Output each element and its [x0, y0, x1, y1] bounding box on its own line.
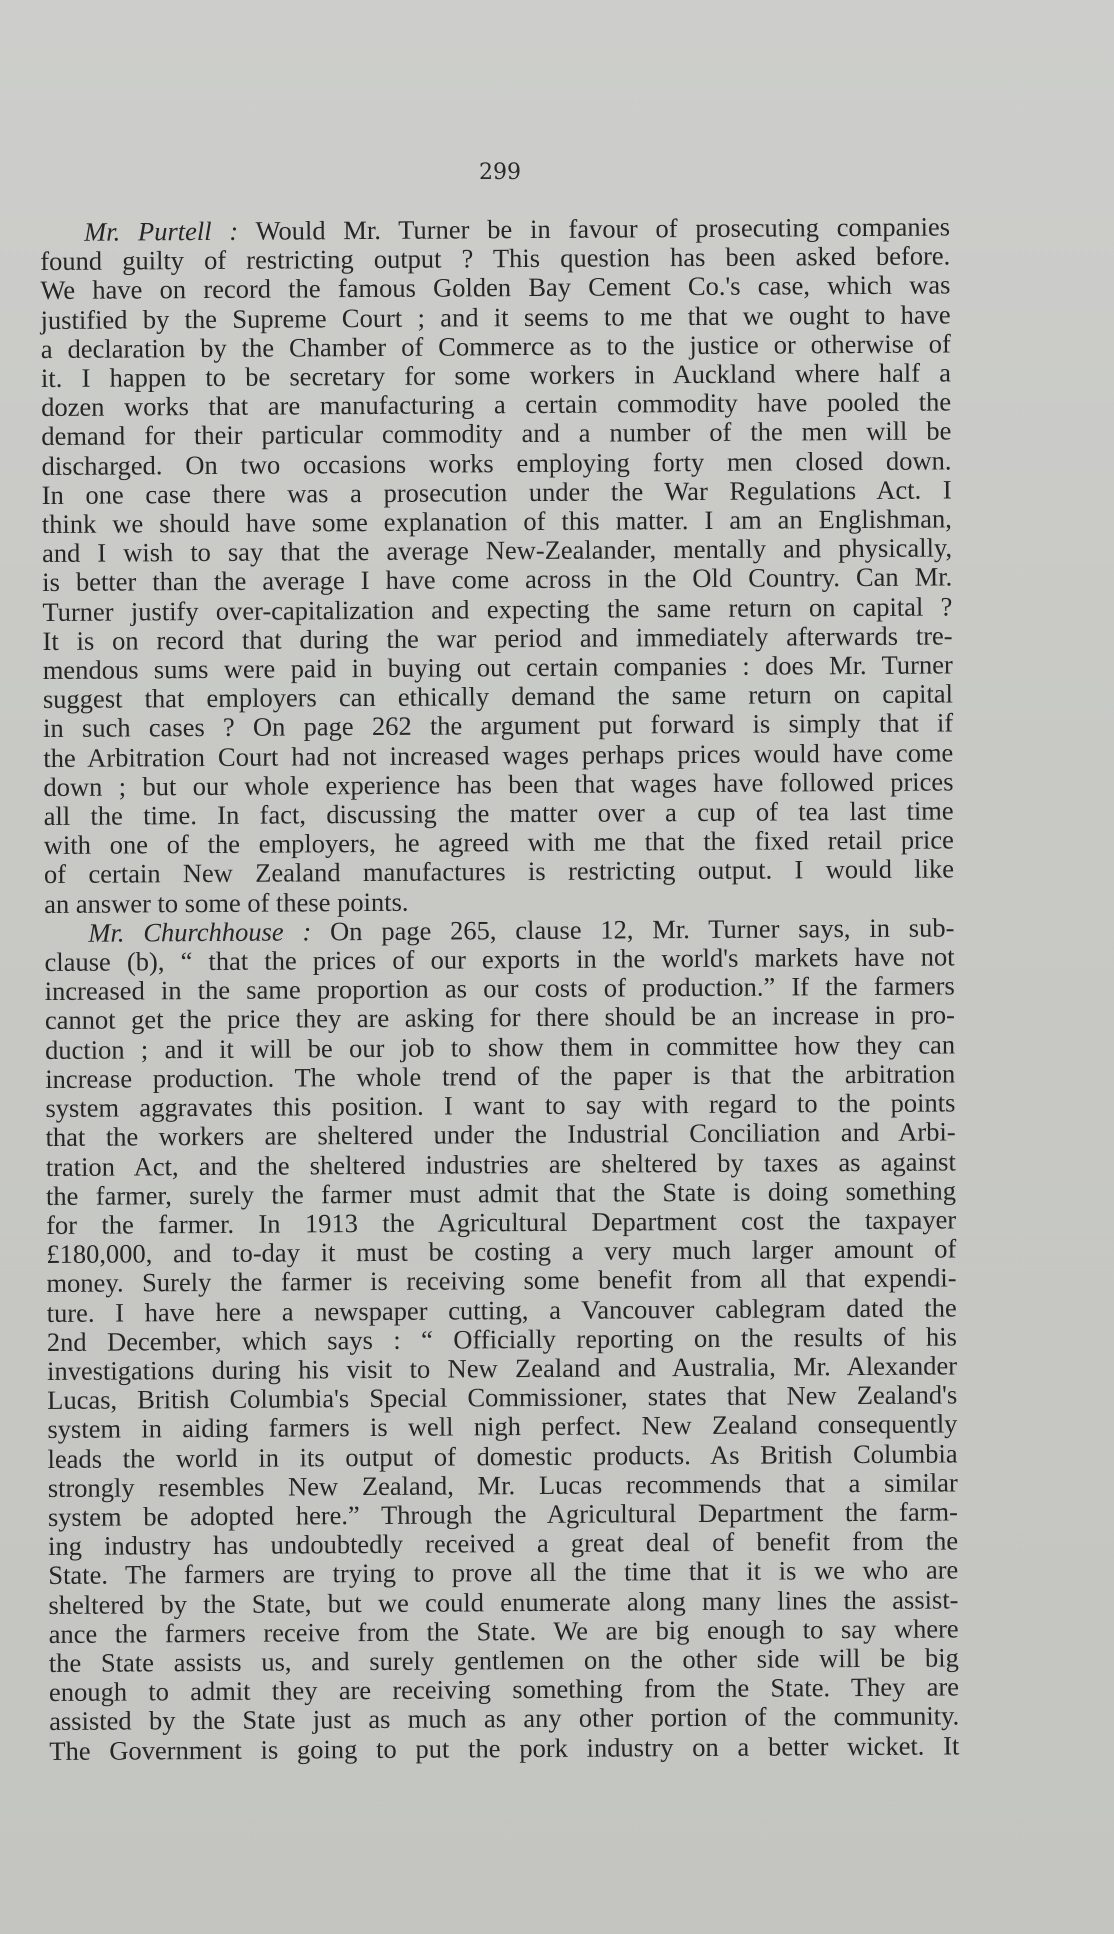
page-number: 299 — [479, 160, 521, 185]
text-line: with one of the employers, he agreed with me that the fixed retail price — [43, 824, 954, 861]
text-line: It is on record that during the war period and immediately afterwards tre- — [42, 620, 953, 656]
text-line: sheltered by the State, but we could enumerate along many lines the assist- — [48, 1583, 959, 1620]
text-line: for the farmer. In 1913 the Agricultural Department cost the taxpayer — [46, 1204, 957, 1240]
text-line: assisted by the State just as much as any other portion of the community. — [49, 1700, 960, 1737]
text-line: the Arbitration Court had not increased wages perhaps prices would have come — [43, 737, 954, 773]
text-line: Lucas, British Columbia's Special Commissioner, states that New Zealand's — [47, 1379, 958, 1416]
text-line: is better than the average I have come across in the Old Country. Can Mr. — [42, 561, 953, 598]
text-line: justified by the Supreme Court ; and it seems to me that we ought to have — [40, 299, 951, 335]
text-line: In one case there was a prosecution under the War Regulations Act. I — [41, 474, 952, 510]
text-line: ing industry has undoubtedly received a great deal of benefit from the — [48, 1525, 959, 1562]
text-line: State. The farmers are trying to prove all the time that it is we who are — [48, 1554, 959, 1591]
text-line: that the workers are sheltered under the Industrial Conciliation and Arbi- — [45, 1116, 956, 1153]
text-line: think we should have some explanation of this matter. I am an Englishman, — [41, 503, 952, 540]
text-line: system in aiding farmers is well nigh perfect. New Zealand consequently — [47, 1408, 958, 1445]
speaker-name: Mr. Churchhouse : — [88, 916, 312, 948]
text-line: and I wish to say that the average New-Zealander, mentally and physically, — [41, 532, 953, 569]
text-line: enough to admit they are receiving something from the State. They are — [48, 1671, 960, 1708]
text-line: tration Act, and the sheltered industries are sheltered by taxes as against — [45, 1145, 956, 1182]
line-text: Would Mr. Turner be in favour of prosecuting companies — [238, 211, 951, 246]
text-line: discharged. On two occasions works employing forty men closed down. — [41, 445, 952, 481]
text-line: an answer to some of these points. — [44, 886, 409, 919]
speaker-name: Mr. Purtell : — [83, 215, 239, 247]
text-line: system aggravates this position. I want to say with regard to the points — [45, 1087, 956, 1124]
text-line: cannot get the price they are asking for there should be an increase in pro- — [44, 999, 955, 1036]
text-line: a declaration by the Chamber of Commerce as to the justice or otherwise of — [40, 328, 951, 364]
text-line: ture. I have here a newspaper cutting, a Vancouver cablegram dated the — [46, 1291, 957, 1328]
text-line: demand for their particular commodity and a number of the men will be — [41, 415, 952, 452]
text-line: of certain New Zealand manufactures is restricting output. I would like — [43, 853, 955, 890]
text-line: strongly resembles New Zealand, Mr. Lucas recommends that a similar — [47, 1467, 958, 1503]
text-line: We have on record the famous Golden Bay Cement Co.'s case, which was — [40, 269, 951, 306]
line-text: On page 265, clause 12, Mr. Turner says, in sub- — [311, 912, 955, 947]
text-line: increased in the same proportion as our costs of production.” If the farmers — [44, 970, 955, 1007]
text-line: Turner justify over-capitalization and expecting the same return on capital ? — [42, 591, 953, 627]
text-line: system be adopted here.” Through the Agricultural Department the farm- — [47, 1496, 959, 1532]
text-line: 2nd December, which says : “ Officially reporting on the results of his — [46, 1321, 957, 1357]
text-line: down ; but our whole experience has been that wages have followed prices — [43, 766, 954, 802]
text-line: the State assists us, and surely gentlemen on the other side will be big — [48, 1642, 959, 1678]
text-line: the farmer, surely the farmer must admit that the State is doing something — [45, 1175, 957, 1211]
text-line: ance the farmers receive from the State. We are big enough to say where — [48, 1613, 959, 1649]
text-line: it. I happen to be secretary for some workers in Auckland where half a — [40, 357, 952, 394]
text-line: leads the world in its output of domestic products. As British Columbia — [47, 1437, 958, 1474]
text-line: £180,000, and to-day it must be costing a very much larger amount of — [46, 1233, 957, 1270]
text-line: money. Surely the farmer is receiving some benefit from all that expendi- — [46, 1262, 957, 1299]
text-line: found guilty of restricting output ? This question has been asked before. — [40, 240, 951, 277]
text-line: investigations during his visit to New Zealand and Australia, Mr. Alexander — [46, 1350, 958, 1386]
text-line: suggest that employers can ethically demand the same return on capital — [42, 678, 954, 715]
text-line: mendous sums were paid in buying out certain companies : does Mr. Turner — [42, 649, 953, 686]
text-line: all the time. In fact, discussing the matter over a cup of tea last time — [43, 795, 954, 832]
text-line: in such cases ? On page 262 the argument put forward is simply that if — [43, 707, 954, 744]
text-line: clause (b), “ that the prices of our exports in the world's markets have not — [44, 941, 955, 978]
text-line: The Government is going to put the pork industry on a better wicket. It — [49, 1729, 960, 1766]
text-line: dozen works that are manufacturing a certain commodity have pooled the — [41, 386, 952, 423]
text-line: duction ; and it will be our job to show them in committee how they can — [44, 1029, 956, 1065]
body-text — [40, 212, 959, 1765]
text-line: increase production. The whole trend of the paper is that the arbitration — [45, 1058, 956, 1094]
